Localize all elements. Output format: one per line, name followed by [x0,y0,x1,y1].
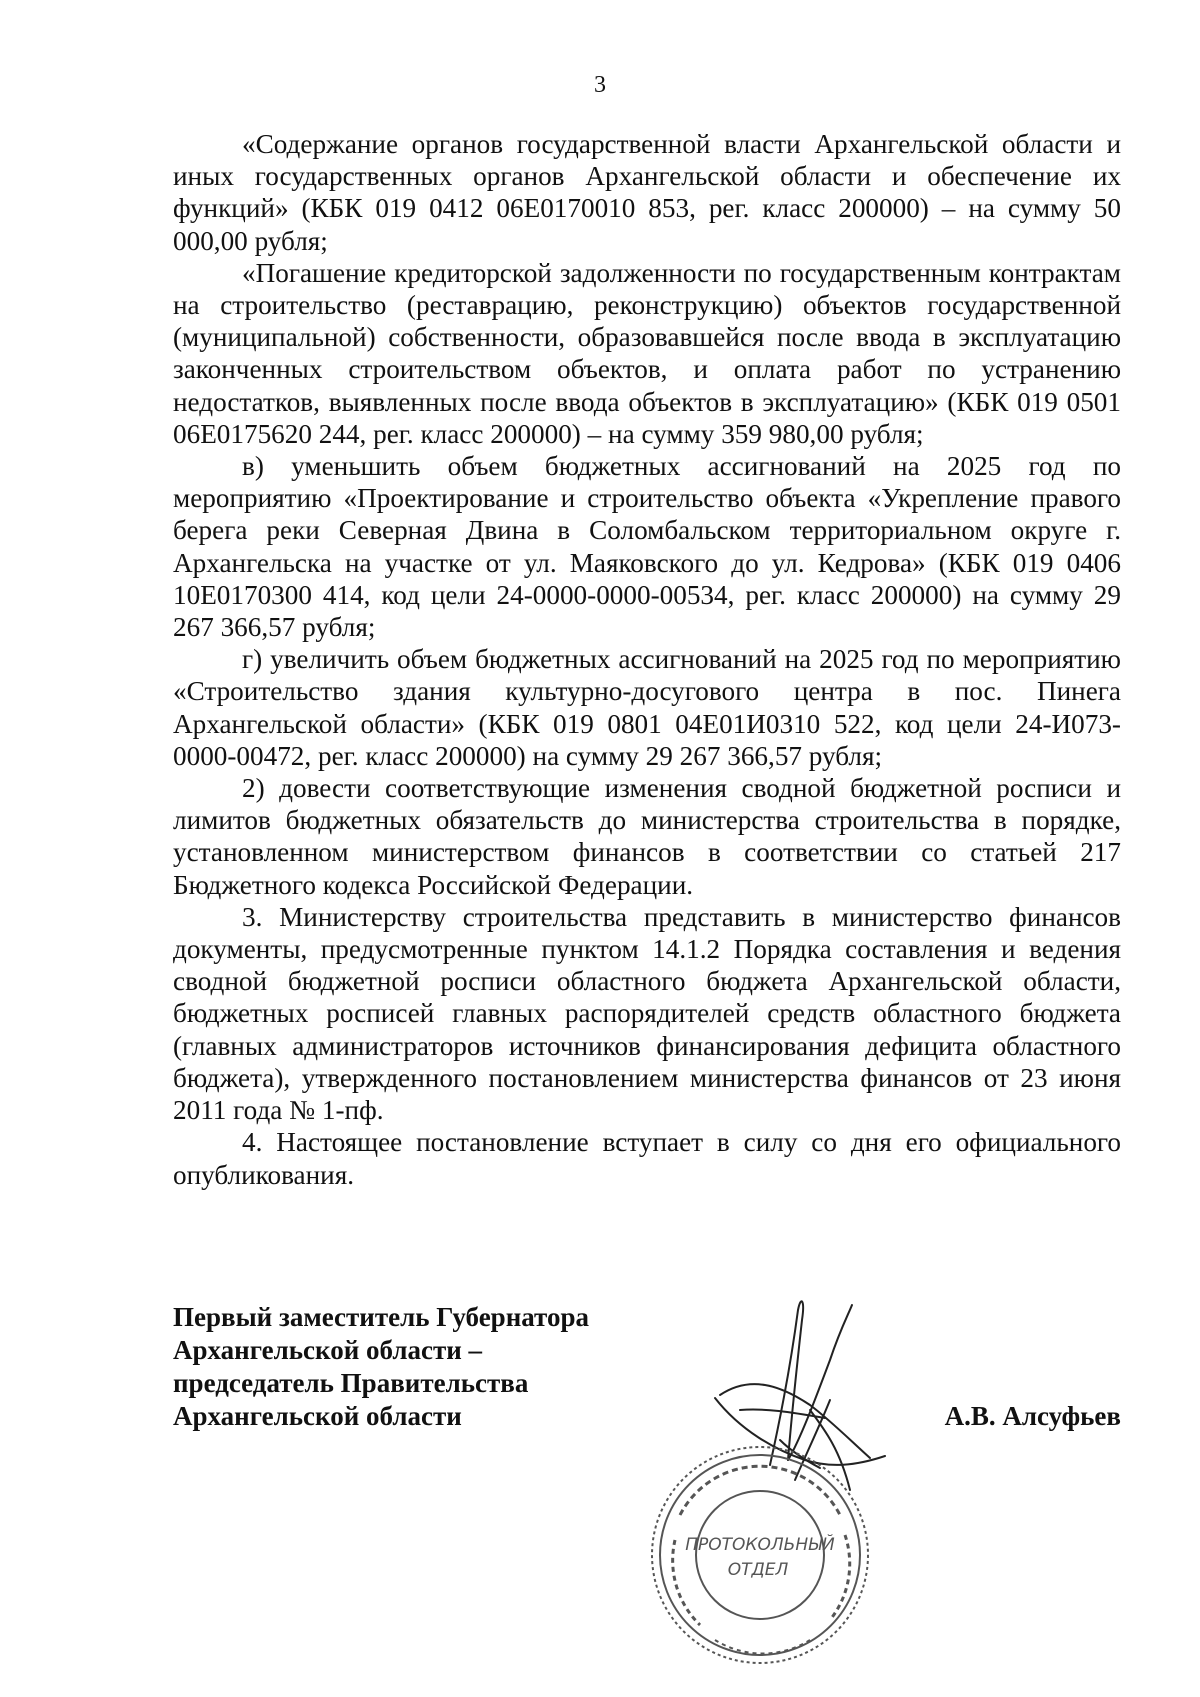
paragraph-entry-into-force: 4. Настоящее постановление вступает в силу со дня его официального опубликования. [173,1127,1121,1190]
document-body [173,128,1121,1191]
signer-name: А.В. Алсуфьев [944,1401,1121,1431]
stamp-seal-icon [640,1435,880,1675]
page-number: 3 [594,72,606,98]
signatory-title-line: Первый заместитель Губернатора [173,1302,589,1332]
paragraph-increase-allocations: г) увеличить объем бюджетных ассигнований на 2025 год по мероприятию «Строительство здания культурно-досугового центра в пос. Пинега Архангельской области» (КБК 019 0801 04Е01И0310 522, код цели 24-И073-0000-00472, рег. класс 200000) на сумму 29 267 366,57 рубля; [173,644,1121,771]
paragraph-decrease-allocations: в) уменьшить объем бюджетных ассигнований на 2025 год по мероприятию «Проектирование и строительство объекта «Укрепление правого берега реки Северная Двина в Соломбальском территориальном округе г. Архангельска на участке от ул. Маяковского до ул. Кедрова» (КБК 019 0406 10Е0170300 414, код цели 24-0000-0000-00534, рег. класс 200000) на сумму 29 267 366,57 рубля; [173,451,1121,643]
stamp-line-2: ОТДЕЛ [727,1560,789,1580]
paragraph-ministry-documents: 3. Министерству строительства представить в министерство финансов документы, предусмотренные пунктом 14.1.2 Порядка составления и ведения сводной бюджетной росписи областного бюджета Архангельской области, бюджетных росписей главных распорядителей средств областного бюджета (главных администраторов источников финансирования дефицита областного бюджета), утвержденного постановлением министерства финансов от 23 июня 2011 года № 1-пф. [173,901,1121,1126]
paragraph-maintenance-bodies: «Содержание органов государственной власти Архангельской области и иных государственных органов Архангельской области и обеспечение их функций» (КБК 019 0412 06Е0170010 853, рег. класс 200000) – на сумму 50 000,00 рубля; [173,129,1121,256]
signatory-title-line: председатель Правительства [173,1368,529,1398]
paragraph-bring-changes: 2) довести соответствующие изменения сводной бюджетной росписи и лимитов бюджетных обязательств до министерства строительства в порядке, установленном министерством финансов в соответствии со статьей 217 Бюджетного кодекса Российской Федерации. [173,773,1121,900]
signatory-title-line: Архангельской области – [173,1335,483,1365]
stamp-line-1: ПРОТОКОЛЬНЫЙ [685,1535,835,1555]
signatory-title [173,1301,589,1433]
signatory-title-line: Архангельской области [173,1401,462,1431]
paragraph-debt-repayment: «Погашение кредиторской задолженности по государственным контрактам на строительство (реставрацию, реконструкцию) объектов государственной (муниципальной) собственности, образовавшейся после ввода в эксплуатацию законченных строительством объектов, и оплата работ по устранению недостатков, выявленных после ввода объектов в эксплуатацию» (КБК 019 0501 06Е0175620 244, рег. класс 200000) – на сумму 359 980,00 рубля; [173,257,1121,449]
